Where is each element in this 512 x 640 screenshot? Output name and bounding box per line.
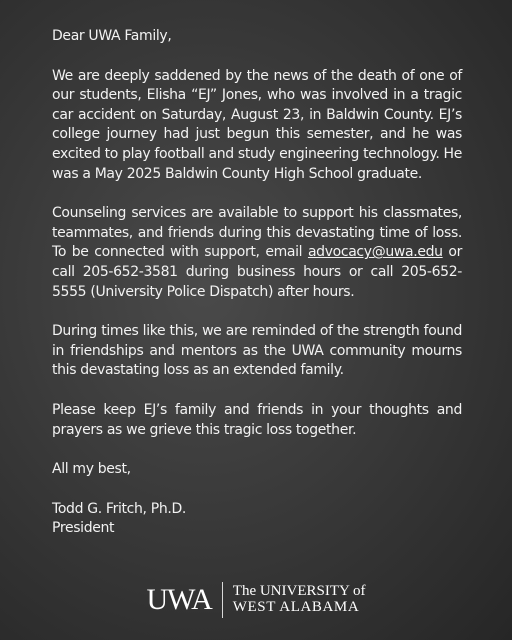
logo-line-west-alabama: WEST ALABAMA	[232, 599, 360, 615]
paragraph-counseling	[52, 204, 462, 302]
counseling-text-after: or call 205-652-3581 during business hours or call 205-652-5555 (University Police Dispatch) after hours.	[52, 244, 462, 300]
counseling-text-before: Counseling services are available to support his classmates, teammates, and friends during this devastating time of loss. To be connected with support, email	[52, 205, 462, 261]
paragraph-community: During times like this, we are reminded of the strength found in friendships and mentors as the UWA community mourns this devastating loss as an extended family.	[52, 323, 462, 379]
logo-mark: UWA	[146, 583, 212, 616]
signature-name: Todd G. Fritch, Ph.D.	[52, 500, 186, 517]
paragraph-condolence: We are deeply saddened by the news of the death of one of our students, Elisha “EJ” Jones, who was involved in a tragic car accident on Saturday, August 23, in Baldwin County. EJ’s college journey had just begun this semester, and he was excited to play football and study engineering technology. He was a May 2025 Baldwin County High School graduate.	[52, 67, 462, 182]
signature	[52, 500, 462, 539]
letter-body	[52, 27, 462, 539]
signature-title: President	[52, 520, 115, 537]
closing: All my best,	[52, 461, 131, 478]
logo-divider	[222, 582, 223, 618]
paragraph-thoughts: Please keep EJ’s family and friends in your thoughts and prayers as we grieve this tragic loss together.	[52, 401, 462, 438]
logo-line-university: The UNIVERSITY of	[232, 583, 366, 600]
salutation: Dear UWA Family,	[52, 28, 172, 44]
logo-wordmark	[233, 584, 366, 616]
advocacy-email-link[interactable]: advocacy@uwa.edu	[307, 244, 443, 261]
uwa-logo	[0, 582, 512, 618]
